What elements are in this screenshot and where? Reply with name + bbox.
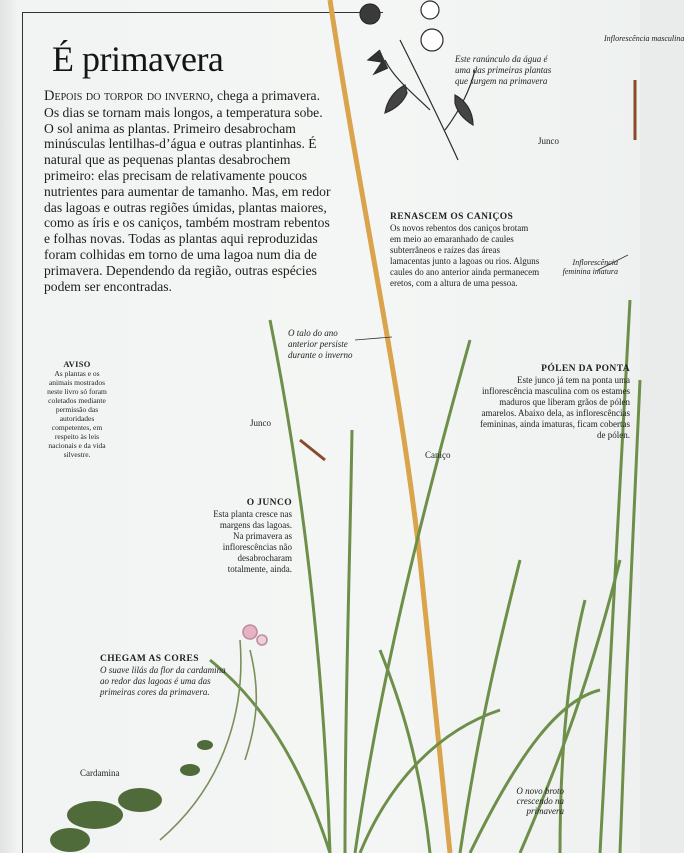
colors-heading: CHEGAM AS CORES (100, 654, 199, 664)
label-cardamina: Cardamina (80, 768, 120, 778)
page-title: É primavera (52, 39, 224, 79)
colors-text: O suave lilás da flor da cardamina ao redor das lagoas é uma das primeiras cores da primavera. (100, 665, 226, 697)
buttercup-caption: Este ranúnculo da água é uma das primeiras plantas que surgem na primavera (455, 54, 552, 86)
reeds-heading: RENASCEM OS CANIÇOS (390, 212, 514, 222)
label-canico: Caniço (425, 450, 451, 460)
reeds-section (390, 212, 540, 289)
reeds-text: Os novos rebentos dos caniços brotam em meio ao emaranhado de caules subterrâneos e raízes das áreas lamacentas junto a lagoas ou rios. Alguns caules do ano anterior ainda permanecem eretos, com a altura de uma pessoa. (390, 223, 540, 288)
notice-heading: AVISO (63, 359, 91, 369)
label-immature-inflorescence: Inflorescência feminina imatura (562, 258, 618, 276)
label-male-inflorescence: Inflorescência masculina (604, 34, 684, 43)
rush-section (212, 498, 292, 575)
intro-paragraph (44, 88, 334, 294)
pollen-text: Este junco já tem na ponta uma inflorescência masculina com os estames maduros que liberam grãos de pólen amarelos. Abaixo dela, as inflorescências femininas, ainda imaturas, ficam cobertas de pólen. (480, 375, 630, 440)
rush-text: Esta planta cresce nas margens das lagoas. Na primavera as inflorescências não desabrocharam totalmente, ainda. (213, 509, 292, 574)
rush-heading: O JUNCO (246, 498, 292, 508)
label-junco-left: Junco (250, 418, 271, 428)
label-new-shoot: O novo broto crescendo na primavera (516, 786, 564, 816)
notice-box (44, 360, 110, 459)
pollen-heading: PÓLEN DA PONTA (541, 364, 630, 374)
intro-body: chega a primavera. Os dias se tornam mais longos, a temperatura sobe. O sol anima as plantas. Primeiro desabrocham minúsculas lentilhas-d’água e outras plantinhas. É natural que as pequenas plantas desabrochem primeiro: elas precisam de relativamente poucos nutrientes para aumentar de tamanho. Mas, em redor das lagoas e outras regiões úmidas, plantas maiores, como as íris e os caniços, também mostram rebentos e folhas novas. Todas as plantas aqui reproduzidas foram colhidas em torno de uma lagoa num dia de primavera. Dependendo da região, outras espécies podem ser encontradas. (44, 88, 331, 294)
pollen-section (480, 364, 630, 441)
intro-lead: Depois do torpor do inverno, (44, 88, 214, 104)
cardamine-leaves (50, 740, 213, 852)
notice-text: As plantas e os animais mostrados neste livro só foram coletados mediante permissão das autoridades competentes, em respeito às leis nacionais e da vida silvestre. (47, 369, 107, 459)
stalk-caption: O talo do ano anterior persiste durante o inverno (288, 328, 353, 360)
reed-stalk (330, 0, 450, 853)
label-junco-top: Junco (538, 136, 559, 146)
colors-section (100, 654, 230, 698)
